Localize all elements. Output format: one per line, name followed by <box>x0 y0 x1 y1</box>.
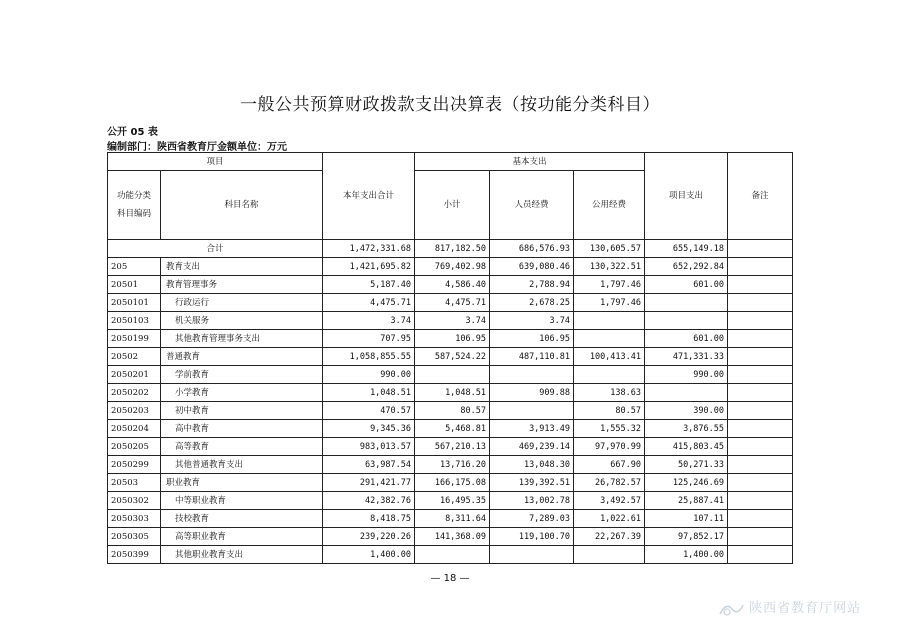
total-row <box>108 240 793 258</box>
table-row <box>108 456 793 474</box>
row-remarks <box>728 384 793 402</box>
row-remarks <box>728 330 793 348</box>
row-public: 1,797.46 <box>574 276 645 294</box>
row-annual: 3.74 <box>323 312 415 330</box>
row-remarks <box>728 456 793 474</box>
row-personnel <box>490 546 574 564</box>
header-personnel: 人员经费 <box>490 171 574 240</box>
row-public: 3,492.57 <box>574 492 645 510</box>
row-project: 125,246.69 <box>645 474 728 492</box>
table-row <box>108 348 793 366</box>
row-public: 138.63 <box>574 384 645 402</box>
row-annual: 5,187.40 <box>323 276 415 294</box>
header-subtotal: 小计 <box>415 171 490 240</box>
total-personnel: 686,576.93 <box>490 240 574 258</box>
row-public: 26,782.57 <box>574 474 645 492</box>
row-personnel: 119,100.70 <box>490 528 574 546</box>
row-annual: 42,382.76 <box>323 492 415 510</box>
row-public: 1,022.61 <box>574 510 645 528</box>
row-project: 50,271.33 <box>645 456 728 474</box>
table-row <box>108 276 793 294</box>
watermark-text: 陕西省教育厅网站 <box>749 601 862 616</box>
row-project: 107.11 <box>645 510 728 528</box>
row-subtotal: 4,586.40 <box>415 276 490 294</box>
total-subtotal: 817,182.50 <box>415 240 490 258</box>
row-project: 652,292.84 <box>645 258 728 276</box>
row-public: 1,797.46 <box>574 294 645 312</box>
table-body <box>108 240 793 564</box>
row-personnel: 909.88 <box>490 384 574 402</box>
row-subject-name: 学前教育 <box>161 366 323 384</box>
org-unit-line: 编制部门：陕西省教育厅金额单位：万元 <box>107 142 287 153</box>
header-project: 项目 <box>108 153 323 171</box>
header-annual-total: 本年支出合计 <box>323 153 415 240</box>
row-project: 601.00 <box>645 276 728 294</box>
document-title: 一般公共预算财政拨款支出决算表（按功能分类科目） <box>240 95 660 115</box>
row-public <box>574 330 645 348</box>
row-remarks <box>728 402 793 420</box>
row-subtotal: 769,402.98 <box>415 258 490 276</box>
row-remarks <box>728 276 793 294</box>
page-number: — 18 — <box>430 573 470 584</box>
expenditure-table <box>107 152 793 564</box>
row-remarks <box>728 474 793 492</box>
row-code: 2050302 <box>108 492 161 510</box>
row-subtotal: 1,048.51 <box>415 384 490 402</box>
row-annual: 291,421.77 <box>323 474 415 492</box>
row-subject-name: 其他普通教育支出 <box>161 456 323 474</box>
row-subtotal: 16,495.35 <box>415 492 490 510</box>
row-personnel: 13,048.30 <box>490 456 574 474</box>
header-subject-name: 科目名称 <box>161 171 323 240</box>
row-project: 1,400.00 <box>645 546 728 564</box>
total-annual: 1,472,331.68 <box>323 240 415 258</box>
row-subtotal <box>415 546 490 564</box>
row-annual: 239,220.26 <box>323 528 415 546</box>
row-subtotal: 106.95 <box>415 330 490 348</box>
row-subject-name: 其他职业教育支出 <box>161 546 323 564</box>
row-subtotal: 141,368.09 <box>415 528 490 546</box>
table-row <box>108 366 793 384</box>
table-row <box>108 546 793 564</box>
row-subject-name: 其他教育管理事务支出 <box>161 330 323 348</box>
total-project: 655,149.18 <box>645 240 728 258</box>
row-subtotal: 166,175.08 <box>415 474 490 492</box>
table-row <box>108 384 793 402</box>
row-remarks <box>728 294 793 312</box>
row-subtotal: 3.74 <box>415 312 490 330</box>
row-subtotal: 5,468.81 <box>415 420 490 438</box>
row-code: 2050203 <box>108 402 161 420</box>
row-personnel: 106.95 <box>490 330 574 348</box>
header-function-code: 功能分类 科目编码 <box>108 171 161 240</box>
row-personnel: 7,289.03 <box>490 510 574 528</box>
table-row <box>108 330 793 348</box>
table-row <box>108 510 793 528</box>
table-row <box>108 258 793 276</box>
row-annual: 4,475.71 <box>323 294 415 312</box>
row-public: 1,555.32 <box>574 420 645 438</box>
row-personnel <box>490 366 574 384</box>
header-basic: 基本支出 <box>415 153 645 171</box>
table-row <box>108 294 793 312</box>
row-subject-name: 机关服务 <box>161 312 323 330</box>
row-public <box>574 366 645 384</box>
row-project: 990.00 <box>645 366 728 384</box>
row-personnel: 13,002.78 <box>490 492 574 510</box>
table-row <box>108 402 793 420</box>
row-code: 2050399 <box>108 546 161 564</box>
row-subject-name: 高等职业教育 <box>161 528 323 546</box>
row-remarks <box>728 510 793 528</box>
row-project: 3,876.55 <box>645 420 728 438</box>
site-watermark <box>718 597 861 618</box>
row-project: 415,803.45 <box>645 438 728 456</box>
row-code: 2050101 <box>108 294 161 312</box>
row-subtotal: 8,311.64 <box>415 510 490 528</box>
row-subject-name: 初中教育 <box>161 402 323 420</box>
row-public: 667.90 <box>574 456 645 474</box>
row-personnel: 487,110.81 <box>490 348 574 366</box>
row-subject-name: 技校教育 <box>161 510 323 528</box>
row-annual: 707.95 <box>323 330 415 348</box>
row-subject-name: 教育支出 <box>161 258 323 276</box>
row-code: 2050199 <box>108 330 161 348</box>
total-public: 130,605.57 <box>574 240 645 258</box>
table-row <box>108 438 793 456</box>
row-public: 80.57 <box>574 402 645 420</box>
row-subject-name: 教育管理事务 <box>161 276 323 294</box>
row-annual: 470.57 <box>323 402 415 420</box>
row-remarks <box>728 258 793 276</box>
table-row <box>108 528 793 546</box>
row-subtotal: 13,716.20 <box>415 456 490 474</box>
row-project <box>645 384 728 402</box>
row-personnel <box>490 402 574 420</box>
row-public: 100,413.41 <box>574 348 645 366</box>
row-annual: 1,421,695.82 <box>323 258 415 276</box>
row-remarks <box>728 366 793 384</box>
table-number: 公开 05 表 <box>107 127 158 138</box>
row-code: 2050305 <box>108 528 161 546</box>
row-code: 20502 <box>108 348 161 366</box>
header-remarks: 备注 <box>728 153 793 240</box>
table-row <box>108 420 793 438</box>
row-annual: 990.00 <box>323 366 415 384</box>
row-project: 601.00 <box>645 330 728 348</box>
row-project <box>645 294 728 312</box>
row-subject-name: 中等职业教育 <box>161 492 323 510</box>
table-row <box>108 492 793 510</box>
row-code: 205 <box>108 258 161 276</box>
row-personnel: 469,239.14 <box>490 438 574 456</box>
row-public <box>574 546 645 564</box>
row-remarks <box>728 348 793 366</box>
row-code: 2050103 <box>108 312 161 330</box>
row-code: 2050201 <box>108 366 161 384</box>
row-code: 20503 <box>108 474 161 492</box>
table-row <box>108 312 793 330</box>
row-remarks <box>728 420 793 438</box>
row-annual: 1,048.51 <box>323 384 415 402</box>
row-code: 2050299 <box>108 456 161 474</box>
row-subject-name: 小学教育 <box>161 384 323 402</box>
row-code: 2050205 <box>108 438 161 456</box>
row-subject-name: 高等教育 <box>161 438 323 456</box>
row-annual: 983,013.57 <box>323 438 415 456</box>
row-subject-name: 高中教育 <box>161 420 323 438</box>
row-personnel: 2,788.94 <box>490 276 574 294</box>
row-project: 390.00 <box>645 402 728 420</box>
row-project <box>645 312 728 330</box>
row-annual: 1,400.00 <box>323 546 415 564</box>
row-public <box>574 312 645 330</box>
row-personnel: 639,080.46 <box>490 258 574 276</box>
row-personnel: 139,392.51 <box>490 474 574 492</box>
row-public: 130,322.51 <box>574 258 645 276</box>
row-code: 20501 <box>108 276 161 294</box>
row-subtotal: 80.57 <box>415 402 490 420</box>
row-public: 97,970.99 <box>574 438 645 456</box>
row-annual: 9,345.36 <box>323 420 415 438</box>
row-personnel: 3.74 <box>490 312 574 330</box>
total-label: 合计 <box>108 240 323 258</box>
row-project: 471,331.33 <box>645 348 728 366</box>
row-remarks <box>728 546 793 564</box>
row-personnel: 2,678.25 <box>490 294 574 312</box>
row-remarks <box>728 492 793 510</box>
row-subtotal: 4,475.71 <box>415 294 490 312</box>
row-public: 22,267.39 <box>574 528 645 546</box>
header-public: 公用经费 <box>574 171 645 240</box>
row-personnel: 3,913.49 <box>490 420 574 438</box>
row-subject-name: 普通教育 <box>161 348 323 366</box>
row-remarks <box>728 312 793 330</box>
total-remarks <box>728 240 793 258</box>
row-project: 25,887.41 <box>645 492 728 510</box>
watermark-logo-icon <box>718 600 744 618</box>
row-remarks <box>728 438 793 456</box>
row-remarks <box>728 528 793 546</box>
row-subject-name: 职业教育 <box>161 474 323 492</box>
table-row <box>108 474 793 492</box>
header-project-expenditure: 项目支出 <box>645 153 728 240</box>
row-subject-name: 行政运行 <box>161 294 323 312</box>
row-annual: 63,987.54 <box>323 456 415 474</box>
row-code: 2050303 <box>108 510 161 528</box>
row-subtotal <box>415 366 490 384</box>
row-subtotal: 587,524.22 <box>415 348 490 366</box>
row-annual: 1,058,855.55 <box>323 348 415 366</box>
row-subtotal: 567,210.13 <box>415 438 490 456</box>
row-project: 97,852.17 <box>645 528 728 546</box>
row-code: 2050202 <box>108 384 161 402</box>
row-code: 2050204 <box>108 420 161 438</box>
row-annual: 8,418.75 <box>323 510 415 528</box>
